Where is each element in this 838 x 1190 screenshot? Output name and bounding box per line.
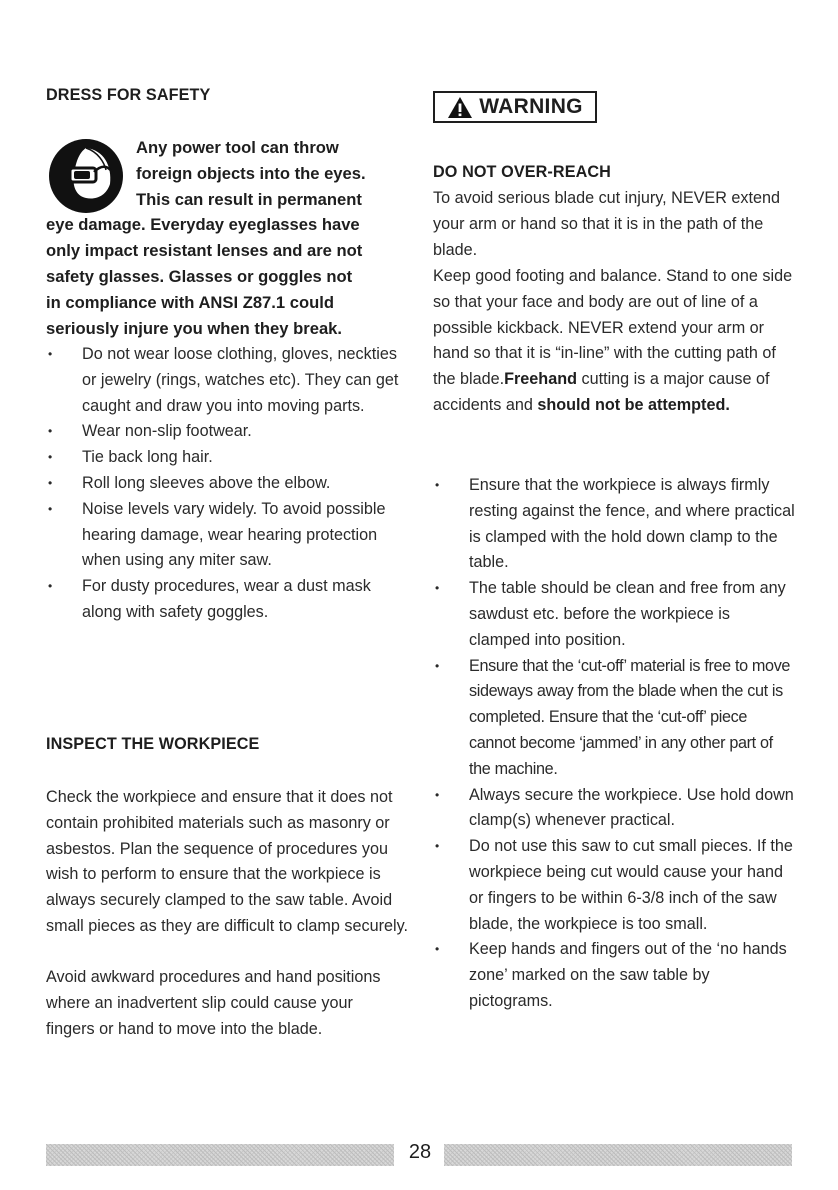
eye-warning-line: in compliance with ANSI Z87.1 could: [46, 293, 334, 312]
dress-bullet-list: [46, 342, 408, 626]
list-item-text: Ensure that the workpiece is always firmly resting against the fence, and where practical is clamped with the hold down clamp to the table.: [469, 476, 795, 572]
list-item-text: Always secure the workpiece. Use hold down clamp(s) whenever practical.: [469, 785, 794, 830]
page-number: 28: [408, 1141, 432, 1163]
bullet-icon: •: [435, 839, 440, 854]
eye-warning-line: safety glasses. Glasses or goggles not: [46, 267, 353, 286]
warning-label: WARNING: [479, 95, 583, 118]
bullet-icon: •: [48, 424, 53, 439]
list-item: [433, 654, 795, 783]
safety-goggles-icon: [46, 136, 126, 216]
footer-bar-left: [46, 1144, 394, 1166]
list-item: [46, 574, 408, 626]
workpiece-bullet-list: [433, 473, 795, 1015]
list-item-text: Tie back long hair.: [82, 448, 213, 467]
inspect-paragraph: Check the workpiece and ensure that it does not contain prohibited materials such as masonry or asbestos. Plan the sequence of procedures you wish to perform to ensure that the workpiece is always securely clamped to the saw table. Avoid small pieces as they are difficult to clamp securely.: [46, 788, 408, 935]
list-item: [46, 342, 408, 419]
list-item: [46, 497, 408, 574]
warning-triangle-icon: [447, 96, 473, 119]
bullet-icon: •: [48, 347, 53, 361]
footer-bar-right: [444, 1144, 792, 1166]
list-item: [433, 834, 795, 937]
eye-warning-line: foreign objects into the eyes.: [136, 164, 366, 183]
list-item: [433, 473, 795, 576]
bullet-icon: •: [435, 658, 439, 673]
bullet-icon: •: [48, 475, 53, 490]
bullet-icon: •: [435, 787, 440, 802]
list-item-text: Ensure that the ‘cut-off’ material is free to move sideways away from the blade when the cut is completed. Ensure that the ‘cut-off’ piece cannot become ‘jammed’ in any other part of the machine.: [469, 656, 791, 778]
list-item-text: Wear non-slip footwear.: [82, 422, 252, 441]
bullet-icon: •: [435, 581, 440, 596]
list-item: [433, 576, 795, 653]
list-item: [433, 783, 795, 835]
list-item-text: The table should be clean and free from any sawdust etc. before the workpiece is clamped into position.: [469, 579, 786, 649]
bullet-icon: •: [48, 501, 53, 516]
list-item: [433, 937, 795, 1014]
eye-warning-line: seriously injure you when they break.: [46, 319, 343, 338]
bullet-icon: •: [435, 942, 440, 957]
warning-banner: [433, 91, 597, 123]
bullet-icon: •: [435, 478, 440, 492]
eye-warning-line: This can result in permanent: [136, 190, 362, 209]
eye-warning-line: Any power tool can throw: [136, 138, 339, 157]
list-item-text: Roll long sleeves above the elbow.: [82, 473, 331, 492]
dress-for-safety-heading: DRESS FOR SAFETY: [46, 86, 211, 104]
list-item-text: Do not wear loose clothing, gloves, neckties or jewelry (rings, watches etc). They can get caught and draw you into moving parts.: [82, 345, 399, 415]
eye-warning-line: only impact resistant lenses and are not: [46, 241, 363, 260]
list-item-text: Do not use this saw to cut small pieces. If the workpiece being cut would cause your hand or fingers to be within 6-3/8 inch of the saw blade, the workpiece is too small.: [469, 837, 793, 933]
list-item-text: Keep hands and fingers out of the ‘no hands zone’ marked on the saw table by pictograms.: [469, 940, 787, 1010]
list-item: [46, 445, 408, 471]
inspect-paragraph-2: Avoid awkward procedures and hand positions where an inadvertent slip could cause your fingers or hand to move into the blade.: [46, 968, 381, 1038]
list-item-text: For dusty procedures, wear a dust mask along with safety goggles.: [82, 577, 371, 621]
bullet-icon: •: [48, 450, 53, 465]
overreach-paragraph-1: To avoid serious blade cut injury, NEVER extend your arm or hand so that it is in the path of the blade.: [433, 189, 781, 259]
do-not-over-reach-heading: DO NOT OVER-REACH: [433, 163, 611, 181]
list-item: [46, 471, 408, 497]
list-item-text: Noise levels vary widely. To avoid possible hearing damage, wear hearing protection when using any miter saw.: [82, 499, 386, 570]
eye-warning-line: eye damage. Everyday eyeglasses have: [46, 215, 360, 234]
list-item: [46, 419, 408, 445]
overreach-paragraph-2: Keep good footing and balance. Stand to one side so that your face and body are out of line of a possible kickback. NEVER extend your arm or hand so that it is “in-line” with the cutting path of the blade.Freehand cutting is a major cause of accidents and should not be attempted.: [433, 267, 793, 414]
bullet-icon: •: [48, 579, 53, 594]
inspect-workpiece-heading: INSPECT THE WORKPIECE: [46, 735, 260, 753]
